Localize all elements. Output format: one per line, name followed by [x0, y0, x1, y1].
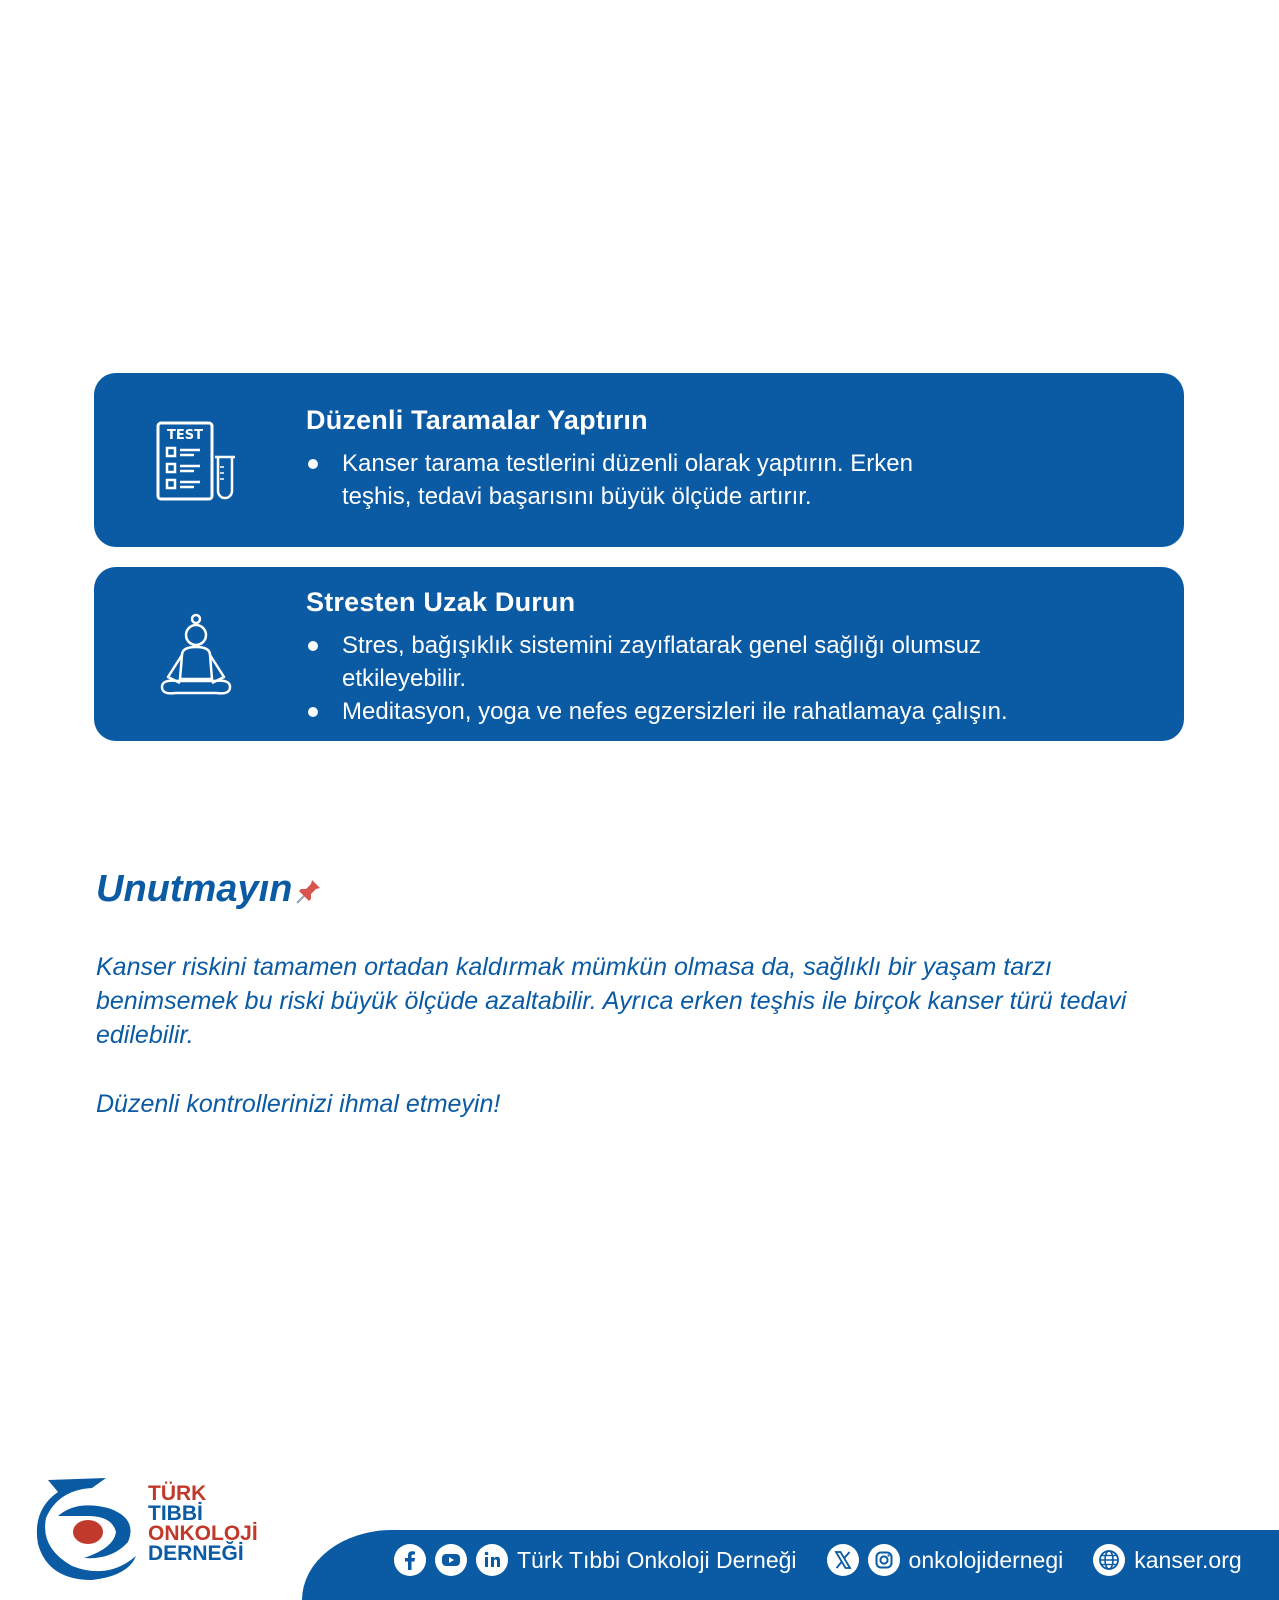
- bullet-text: Meditasyon, yoga ve nefes egzersizleri ile rahatlamaya çalışın.: [342, 698, 1008, 725]
- instagram-icon[interactable]: [868, 1544, 900, 1576]
- reminder-closing: Düzenli kontrollerinizi ihmal etmeyin!: [96, 1090, 501, 1118]
- footer-band: [302, 1530, 1279, 1600]
- bullet-item: [306, 629, 1102, 695]
- logo-mark-icon: [28, 1470, 146, 1582]
- footer-contacts: [394, 1544, 1242, 1576]
- bullet-text: Kanser tarama testlerini düzenli olarak yaptırın. Erken teşhis, tedavi başarısını büyük ölçüde artırır.: [342, 450, 913, 510]
- bullet-list: [306, 629, 1142, 728]
- pushpin-icon: [294, 876, 324, 906]
- logo-line: ONKOLOJİ: [148, 1522, 258, 1545]
- globe-icon[interactable]: [1093, 1544, 1125, 1576]
- x-icon[interactable]: [827, 1544, 859, 1576]
- website-link[interactable]: kanser.org: [1134, 1546, 1242, 1573]
- test-label: TEST: [167, 428, 203, 443]
- reminder-body: Kanser riskini tamamen ortadan kaldırmak mümkün olmasa da, sağlıklı bir yaşam tarzı benimsemek bu riski büyük ölçüde azaltabilir. Ayrıca erken teşhis ile birçok kanser türü tedavi edilebilir.: [96, 953, 1127, 1049]
- logo-line: TIBBİ: [148, 1502, 203, 1525]
- screening-card: [94, 373, 1184, 547]
- bullet-list: [306, 447, 982, 513]
- bullet-item: [306, 447, 982, 513]
- linkedin-icon[interactable]: [476, 1544, 508, 1576]
- youtube-icon[interactable]: [435, 1544, 467, 1576]
- bullet-item: [306, 695, 1142, 728]
- bullet-text: Stres, bağışıklık sistemini zayıflatarak genel sağlığı olumsuz etkileyebilir.: [342, 632, 981, 692]
- organization-name[interactable]: Türk Tıbbi Onkoloji Derneği: [517, 1546, 797, 1573]
- logo-line: DERNEĞİ: [148, 1542, 244, 1565]
- logo-line: TÜRK: [148, 1482, 207, 1505]
- card-title: Düzenli Taramalar Yaptırın: [306, 405, 648, 435]
- reminder-heading: [96, 868, 324, 911]
- organization-logo: [28, 1470, 268, 1580]
- social-handle[interactable]: onkolojidernegi: [908, 1546, 1064, 1573]
- reminder-heading-text: Unutmayın: [96, 868, 293, 910]
- facebook-icon[interactable]: [394, 1544, 426, 1576]
- card-title: Stresten Uzak Durun: [306, 587, 576, 617]
- stress-card: [94, 567, 1184, 741]
- meditation-icon: [154, 611, 238, 701]
- test-clipboard-icon: [154, 417, 238, 507]
- logo-wordmark: [148, 1484, 258, 1564]
